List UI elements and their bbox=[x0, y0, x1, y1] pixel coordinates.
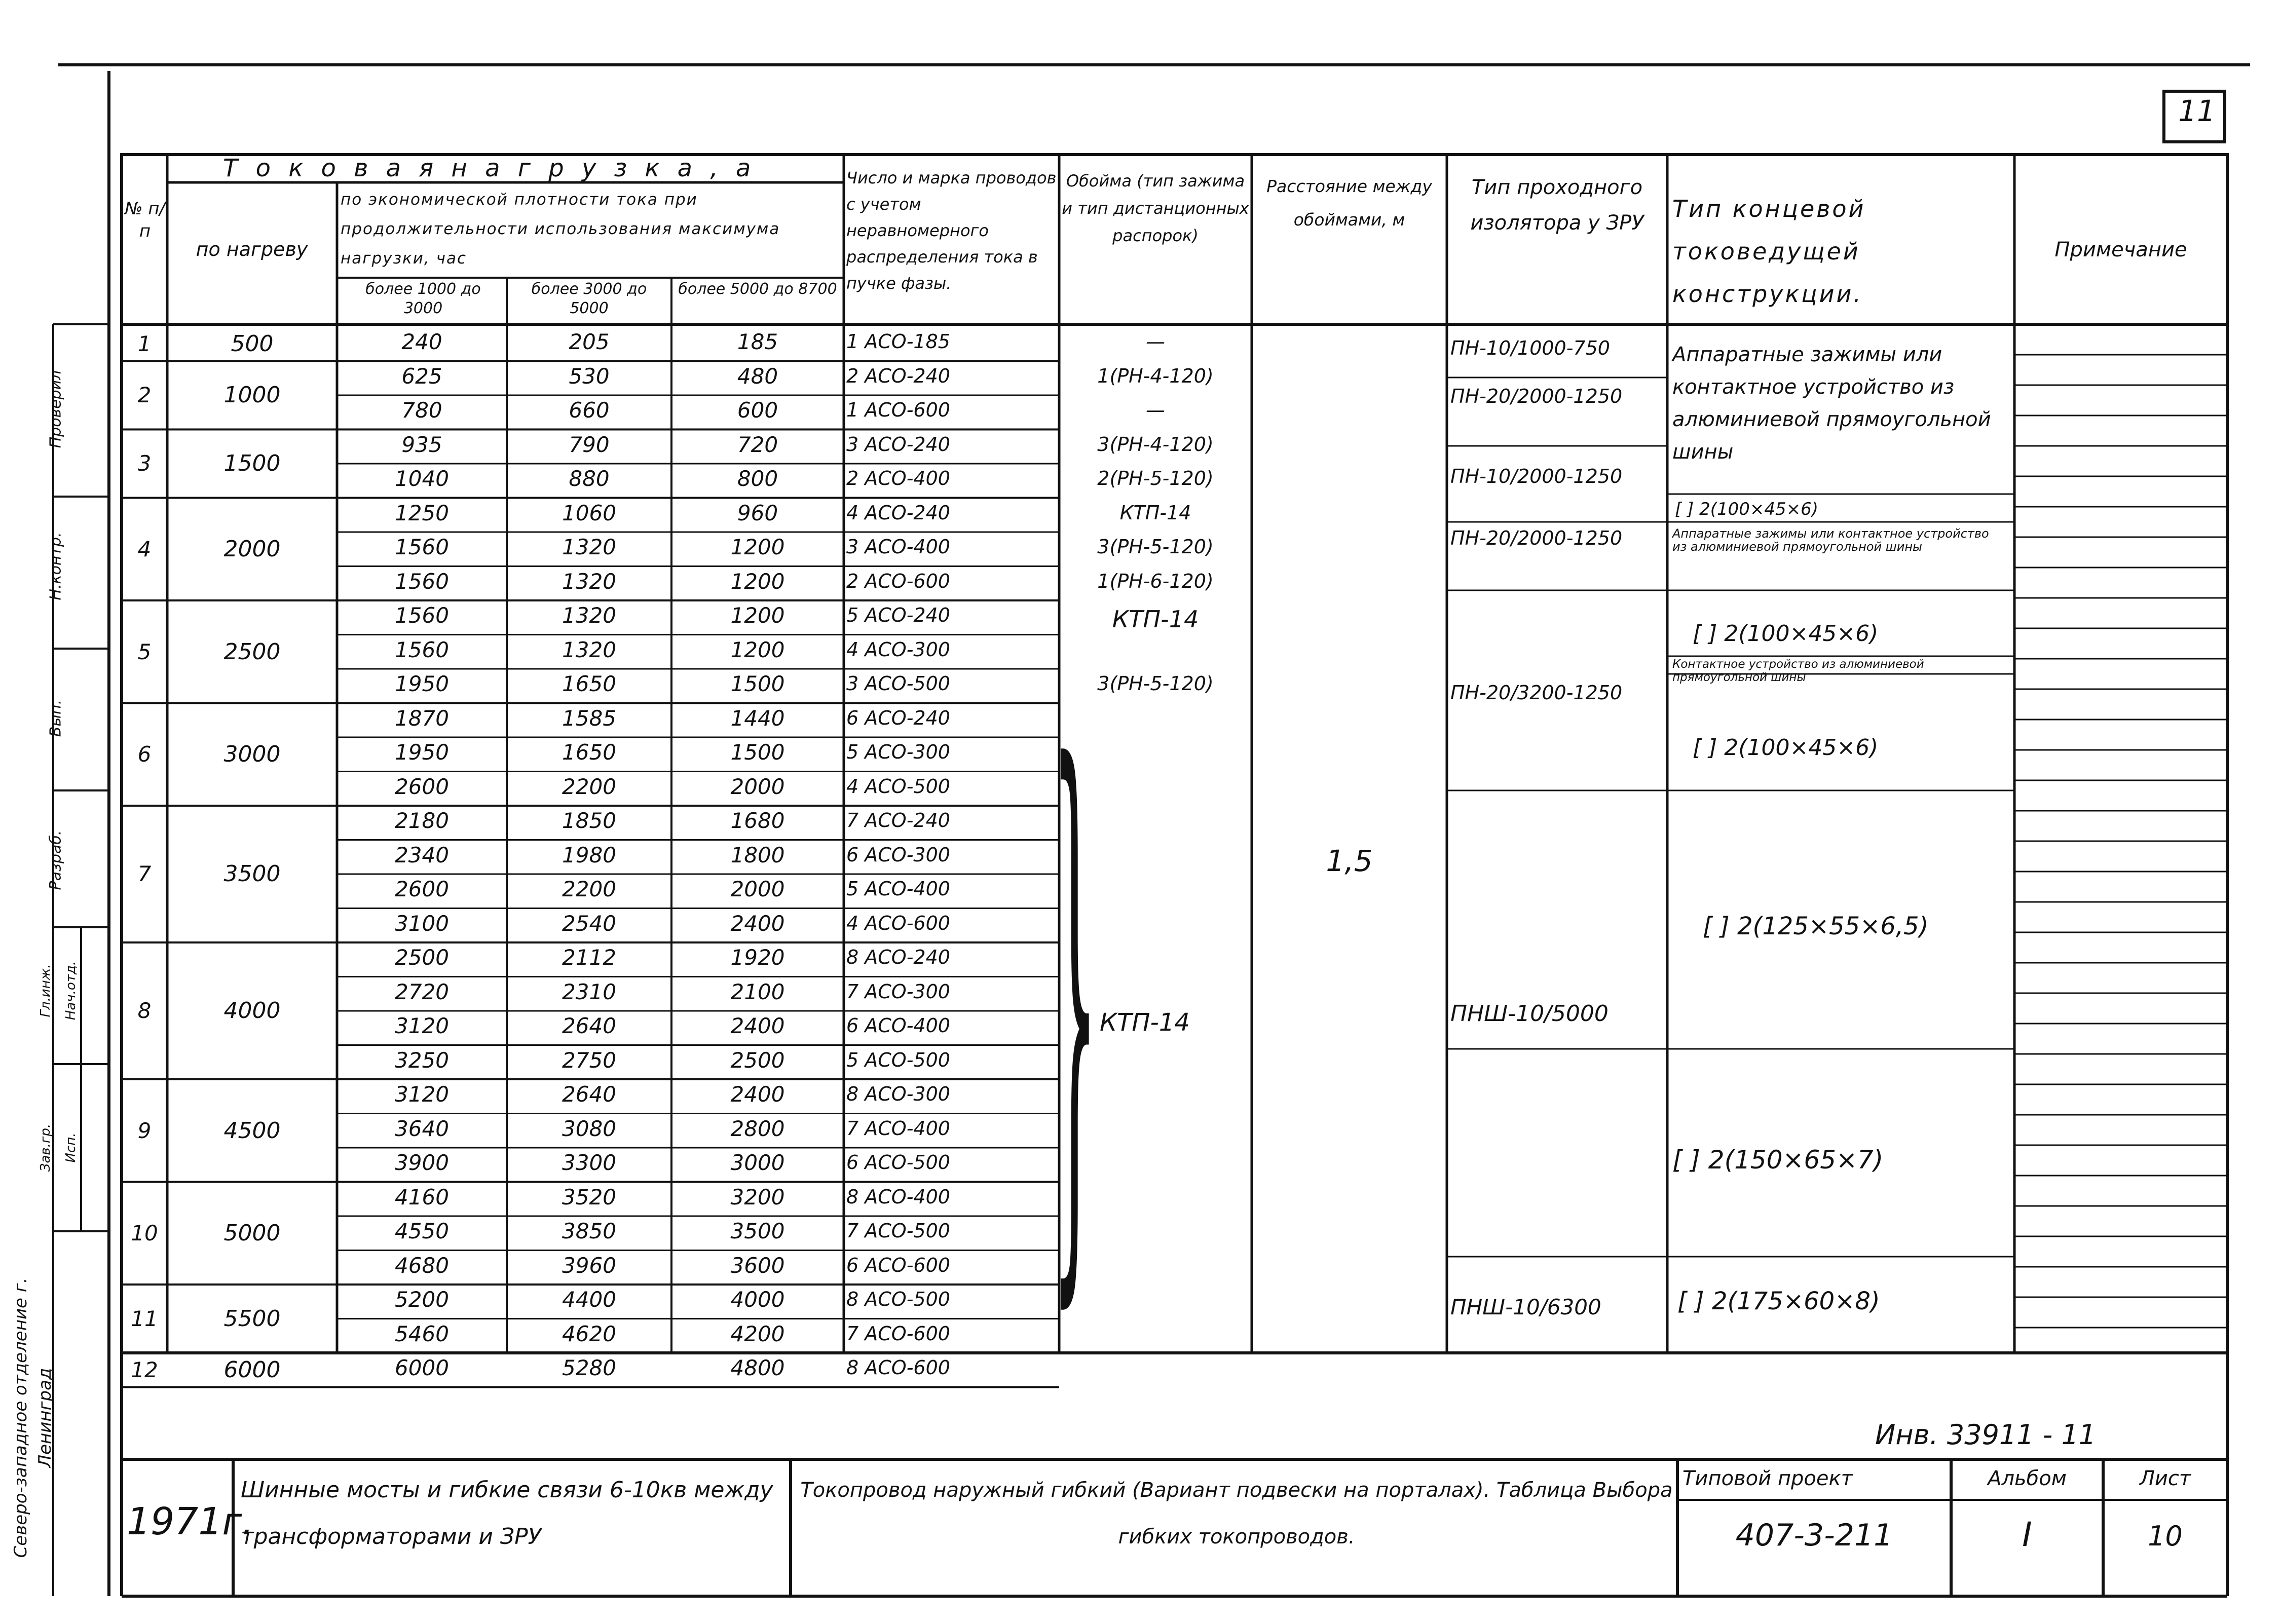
insulator-1: ПН-20/2000-1250 bbox=[1450, 385, 1623, 407]
cell-load-2: 2200 bbox=[562, 774, 616, 799]
side-stamp-label-6: Зав.гр. bbox=[38, 1123, 53, 1172]
cell-load-3: 2800 bbox=[730, 1116, 785, 1141]
terminal-3: [ ] 2(100×45×6) bbox=[1693, 621, 1879, 647]
terminal-1: [ ] 2(100×45×6) bbox=[1675, 499, 1819, 519]
cell-load-2: 1850 bbox=[562, 808, 616, 833]
row-number: 2 bbox=[137, 383, 152, 408]
cell-load-2: 2112 bbox=[562, 945, 616, 970]
cell-load-3: 4200 bbox=[730, 1321, 785, 1346]
terminal-5: [ ] 2(100×45×6) bbox=[1693, 735, 1879, 761]
cell-wires: 6 АСО-300 bbox=[846, 843, 950, 866]
cell-load-2: 3850 bbox=[562, 1219, 616, 1243]
row-heating: 1500 bbox=[223, 450, 281, 477]
cell-load-2: 2200 bbox=[562, 877, 616, 901]
cell-load-3: 2400 bbox=[730, 1082, 785, 1107]
cell-load-2: 4400 bbox=[562, 1287, 616, 1312]
title-sheet-label: Лист bbox=[2139, 1467, 2191, 1490]
cell-wires: 6 АСО-400 bbox=[846, 1014, 950, 1037]
cell-load-3: 600 bbox=[737, 398, 778, 423]
title-year: 1971г. bbox=[127, 1500, 254, 1543]
cell-load-1: 3250 bbox=[395, 1047, 449, 1073]
row-number: 5 bbox=[137, 639, 152, 664]
cell-load-2: 1320 bbox=[562, 535, 616, 559]
cell-load-3: 4000 bbox=[730, 1287, 785, 1312]
cell-wires: 6 АСО-240 bbox=[846, 706, 950, 729]
cell-load-1: 1950 bbox=[395, 671, 449, 696]
side-stamp-label-7: Исп. bbox=[63, 1132, 79, 1163]
row-heating: 5000 bbox=[223, 1220, 281, 1246]
cell-load-1: 2720 bbox=[395, 979, 449, 1004]
cell-load-2: 530 bbox=[569, 363, 610, 389]
cell-load-1: 2340 bbox=[395, 842, 449, 867]
cell-load-3: 3500 bbox=[730, 1219, 785, 1243]
terminal-7: [ ] 2(150×65×7) bbox=[1672, 1145, 1884, 1175]
terminal-4: Контактное устройство из алюминиевой прямоугольной шины bbox=[1672, 658, 1924, 684]
cell-load-3: 800 bbox=[737, 466, 778, 491]
header-economic: по экономической плотности тока при продолжительности использования максимума нагрузки, час bbox=[341, 191, 780, 268]
side-stamp-label-2: Вып. bbox=[47, 699, 65, 737]
cell-wires: 4 АСО-300 bbox=[846, 638, 950, 661]
cell-wires: 6 АСО-500 bbox=[846, 1151, 950, 1174]
side-stamp-org: Северо-западное отделение г. Ленинград bbox=[11, 1277, 55, 1558]
cell-load-3: 3600 bbox=[730, 1253, 785, 1278]
cell-load-2: 1320 bbox=[562, 603, 616, 628]
row-heating: 6000 bbox=[223, 1357, 281, 1383]
cell-load-2: 1650 bbox=[562, 671, 616, 696]
terminal-2: Аппаратные зажимы или контактное устройство из алюминиевой прямоугольной шины bbox=[1672, 526, 1989, 554]
cell-wires: 4 АСО-240 bbox=[846, 501, 950, 524]
cell-load-3: 2500 bbox=[730, 1047, 785, 1073]
cell-load-3: 1200 bbox=[730, 637, 785, 662]
insulator-3: ПН-20/2000-1250 bbox=[1450, 527, 1623, 549]
title-subject: Шинные мосты и гибкие связи 6-10кв между трансформаторами и ЗРУ bbox=[241, 1477, 773, 1550]
cell-load-3: 3000 bbox=[730, 1150, 785, 1175]
cell-load-3: 2400 bbox=[730, 911, 785, 936]
cell-load-1: 1560 bbox=[395, 637, 449, 662]
cell-load-1: 3120 bbox=[395, 1082, 449, 1107]
insulator-6: ПНШ-10/6300 bbox=[1450, 1295, 1601, 1319]
cell-load-1: 1560 bbox=[395, 535, 449, 559]
cell-load-1: 3640 bbox=[395, 1116, 449, 1141]
header-current-load: Т о к о в а я н а г р у з к а , а bbox=[223, 154, 756, 182]
cell-wires: 7 АСО-300 bbox=[846, 980, 950, 1003]
cell-load-3: 2100 bbox=[730, 979, 785, 1004]
cell-load-3: 2400 bbox=[730, 1013, 785, 1038]
header-col-heating: по нагреву bbox=[196, 238, 308, 260]
terminal-6: [ ] 2(125×55×6,5) bbox=[1703, 912, 1929, 940]
cell-wires: 2 АСО-600 bbox=[846, 570, 950, 592]
cell-wires: 4 АСО-500 bbox=[846, 775, 950, 798]
cell-load-1: 4160 bbox=[395, 1184, 449, 1210]
cell-wires: 7 АСО-400 bbox=[846, 1117, 950, 1140]
header-col-note: Примечание bbox=[2054, 238, 2187, 261]
cell-clip: — bbox=[1146, 330, 1165, 353]
cell-load-2: 3960 bbox=[562, 1253, 616, 1278]
cell-load-2: 4620 bbox=[562, 1321, 616, 1346]
cell-load-3: 1200 bbox=[730, 535, 785, 559]
cell-load-3: 720 bbox=[737, 432, 778, 457]
cell-wires: 2 АСО-240 bbox=[846, 364, 950, 387]
terminal-8: [ ] 2(175×60×8) bbox=[1677, 1287, 1880, 1315]
cell-load-2: 1060 bbox=[562, 500, 616, 525]
cell-wires: 5 АСО-300 bbox=[846, 741, 950, 763]
row-heating: 500 bbox=[231, 331, 274, 357]
cell-wires: 3 АСО-240 bbox=[846, 433, 950, 456]
row-heating: 4000 bbox=[223, 998, 281, 1024]
cell-load-1: 1040 bbox=[395, 466, 449, 491]
cell-wires: 2 АСО-400 bbox=[846, 467, 950, 489]
row-number: 7 bbox=[137, 861, 152, 887]
cell-load-3: 1680 bbox=[730, 808, 785, 833]
cell-load-1: 1950 bbox=[395, 740, 449, 765]
header-col-insulator: Тип проходного изолятора у ЗРУ bbox=[1470, 176, 1644, 235]
cell-clip: 3(РН-5-120) bbox=[1097, 672, 1214, 695]
cell-clip: 2(РН-5-120) bbox=[1097, 467, 1214, 489]
cell-load-1: 2180 bbox=[395, 808, 449, 833]
cell-load-2: 2640 bbox=[562, 1082, 616, 1107]
cell-load-3: 960 bbox=[737, 500, 778, 525]
row-heating: 2500 bbox=[223, 638, 281, 665]
cell-load-2: 3300 bbox=[562, 1150, 616, 1175]
title-sheet: 10 bbox=[2148, 1520, 2183, 1552]
row-number: 4 bbox=[137, 537, 152, 561]
cell-load-1: 1560 bbox=[395, 569, 449, 594]
row-number: 9 bbox=[137, 1118, 152, 1143]
cell-load-2: 2540 bbox=[562, 911, 616, 936]
header-col-distance: Расстояние между обоймами, м bbox=[1266, 176, 1432, 230]
cell-load-1: 5460 bbox=[395, 1321, 449, 1346]
cell-wires: 3 АСО-400 bbox=[846, 536, 950, 558]
cell-wires: 8 АСО-600 bbox=[846, 1356, 950, 1379]
cell-clip: — bbox=[1146, 399, 1165, 421]
cell-wires: 8 АСО-300 bbox=[846, 1083, 950, 1105]
cell-load-1: 1870 bbox=[395, 705, 449, 731]
row-heating: 1000 bbox=[223, 382, 281, 408]
cell-load-1: 2600 bbox=[395, 774, 449, 799]
row-number: 10 bbox=[131, 1221, 158, 1245]
row-number: 8 bbox=[137, 998, 152, 1024]
cell-load-2: 3520 bbox=[562, 1184, 616, 1210]
cell-clip: 1(РН-6-120) bbox=[1097, 570, 1214, 592]
cell-wires: 7 АСО-600 bbox=[846, 1322, 950, 1345]
row-number: 3 bbox=[137, 451, 152, 476]
distance-value: 1,5 bbox=[1326, 844, 1373, 878]
cell-clip: 3(РН-4-120) bbox=[1097, 433, 1214, 456]
cell-load-3: 2000 bbox=[730, 877, 785, 901]
cell-load-2: 2640 bbox=[562, 1013, 616, 1038]
cell-load-1: 3900 bbox=[395, 1150, 449, 1175]
cell-load-3: 2000 bbox=[730, 774, 785, 799]
title-album: I bbox=[2022, 1515, 2032, 1554]
row-number: 1 bbox=[137, 331, 152, 356]
cell-load-1: 3120 bbox=[395, 1013, 449, 1038]
cell-wires: 7 АСО-500 bbox=[846, 1220, 950, 1242]
cell-wires: 8 АСО-240 bbox=[846, 946, 950, 968]
clip-ktp-bracket: КТП-14 bbox=[1100, 1008, 1190, 1037]
header-sub-1: более 1000 до 3000 bbox=[365, 280, 481, 317]
row-heating: 3500 bbox=[223, 861, 281, 887]
side-stamp-label-0: Н.контр. bbox=[47, 532, 65, 600]
cell-load-1: 625 bbox=[401, 363, 442, 389]
cell-load-2: 1980 bbox=[562, 842, 616, 867]
insulator-5: ПНШ-10/5000 bbox=[1450, 1001, 1609, 1027]
cell-wires: 6 АСО-600 bbox=[846, 1254, 950, 1276]
cell-load-2: 205 bbox=[569, 329, 610, 354]
cell-load-3: 1800 bbox=[730, 842, 785, 867]
title-drawing: Токопровод наружный гибкий (Вариант подвески на порталах). Таблица Выбора гибких токопроводов. bbox=[800, 1479, 1673, 1549]
clip-ktp-row5: КТП-14 bbox=[1112, 606, 1199, 633]
header-col-clip: Обойма (тип зажима и тип дистанционных распорок) bbox=[1062, 171, 1249, 245]
cell-load-2: 1320 bbox=[562, 637, 616, 662]
cell-load-2: 5280 bbox=[562, 1355, 616, 1380]
row-heating: 5500 bbox=[223, 1305, 281, 1332]
cell-wires: 1 АСО-600 bbox=[846, 399, 950, 421]
cell-load-2: 660 bbox=[569, 398, 610, 423]
cell-clip: 1(РН-4-120) bbox=[1097, 364, 1214, 387]
cell-wires: 5 АСО-240 bbox=[846, 604, 950, 626]
row-heating: 4500 bbox=[223, 1117, 281, 1144]
cell-load-3: 3200 bbox=[730, 1184, 785, 1210]
cell-load-2: 880 bbox=[569, 466, 610, 491]
cell-load-1: 2600 bbox=[395, 877, 449, 901]
cell-wires: 7 АСО-240 bbox=[846, 809, 950, 832]
insulator-0: ПН-10/1000-750 bbox=[1450, 337, 1610, 359]
header-sub-2: более 3000 до 5000 bbox=[531, 280, 647, 317]
cell-wires: 8 АСО-400 bbox=[846, 1185, 950, 1208]
cell-wires: 4 АСО-600 bbox=[846, 912, 950, 934]
cell-load-1: 2500 bbox=[395, 945, 449, 970]
header-col-wires: Число и марка проводов с учетом неравномерного распределения тока в пучке фазы. bbox=[846, 168, 1057, 293]
row-heating: 3000 bbox=[223, 741, 281, 767]
cell-wires: 5 АСО-400 bbox=[846, 878, 950, 900]
cell-clip: 3(РН-5-120) bbox=[1097, 536, 1214, 558]
cell-load-2: 1320 bbox=[562, 569, 616, 594]
cell-wires: 8 АСО-500 bbox=[846, 1288, 950, 1310]
cell-load-3: 480 bbox=[737, 363, 778, 389]
cell-load-3: 4800 bbox=[730, 1355, 785, 1380]
cell-load-1: 240 bbox=[401, 329, 442, 354]
cell-load-1: 935 bbox=[401, 432, 442, 457]
corner-sheet-number: 11 bbox=[2178, 94, 2216, 128]
cell-load-2: 1585 bbox=[562, 705, 616, 731]
terminal-0: Аппаратные зажимы или контактное устройство из алюминиевой прямоугольной шины bbox=[1672, 343, 1991, 464]
title-project: 407-3-211 bbox=[1735, 1518, 1893, 1553]
cell-load-1: 1250 bbox=[395, 500, 449, 525]
cell-load-3: 1920 bbox=[730, 945, 785, 970]
inventory-number: Инв. 33911 - 11 bbox=[1875, 1419, 2097, 1451]
header-col-num: № п/п bbox=[125, 199, 165, 241]
side-stamp-label-5: Нач.отд. bbox=[63, 961, 79, 1021]
cell-load-1: 4550 bbox=[395, 1219, 449, 1243]
cell-load-2: 790 bbox=[569, 432, 610, 457]
insulator-4: ПН-20/3200-1250 bbox=[1450, 682, 1623, 704]
cell-wires: 5 АСО-500 bbox=[846, 1048, 950, 1071]
cell-load-3: 1440 bbox=[730, 705, 785, 731]
cell-load-2: 2310 bbox=[562, 979, 616, 1004]
cell-load-1: 6000 bbox=[395, 1355, 449, 1380]
cell-load-1: 1560 bbox=[395, 603, 449, 628]
row-number: 12 bbox=[131, 1357, 158, 1382]
cell-load-1: 3100 bbox=[395, 911, 449, 936]
side-stamp-label-1: Проверил bbox=[47, 370, 65, 448]
header-sub-3: более 5000 до 8700 bbox=[678, 280, 837, 298]
cell-load-1: 780 bbox=[401, 398, 442, 423]
cell-load-2: 2750 bbox=[562, 1047, 616, 1073]
clip-brace: } bbox=[1052, 647, 1098, 1354]
cell-clip: КТП-14 bbox=[1119, 501, 1191, 524]
cell-wires: 1 АСО-185 bbox=[846, 330, 950, 353]
cell-load-2: 1650 bbox=[562, 740, 616, 765]
header-col-terminal: Тип концевой токоведущей конструкции. bbox=[1672, 195, 1866, 308]
cell-load-2: 3080 bbox=[562, 1116, 616, 1141]
cell-load-3: 1500 bbox=[730, 671, 785, 696]
cell-load-1: 4680 bbox=[395, 1253, 449, 1278]
title-album-label: Альбом bbox=[1988, 1467, 2067, 1490]
cell-load-1: 5200 bbox=[395, 1287, 449, 1312]
cell-load-3: 185 bbox=[737, 329, 778, 354]
side-stamp-label-4: Гл.инж. bbox=[38, 964, 53, 1017]
row-number: 11 bbox=[131, 1306, 158, 1331]
row-number: 6 bbox=[137, 742, 152, 767]
row-heating: 2000 bbox=[223, 536, 281, 562]
cell-load-3: 1200 bbox=[730, 603, 785, 628]
insulator-2: ПН-10/2000-1250 bbox=[1450, 465, 1623, 487]
cell-load-3: 1200 bbox=[730, 569, 785, 594]
title-project-label: Типовой проект bbox=[1682, 1467, 1853, 1490]
cell-load-3: 1500 bbox=[730, 740, 785, 765]
cell-wires: 3 АСО-500 bbox=[846, 672, 950, 695]
side-stamp-label-3: Разраб. bbox=[47, 830, 65, 890]
